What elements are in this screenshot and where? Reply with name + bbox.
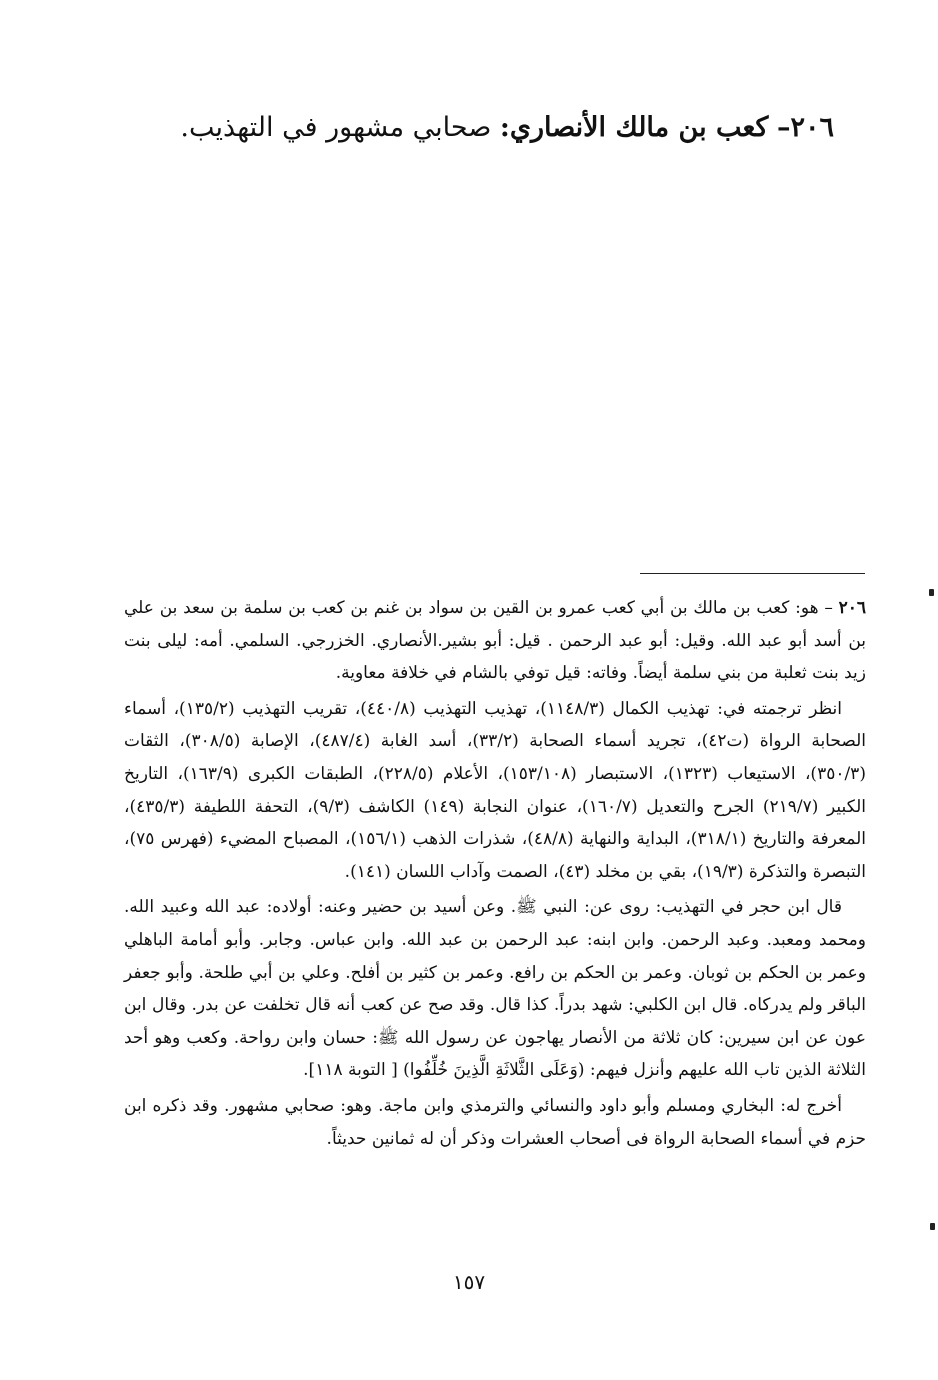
entry-number: ٢٠٦– xyxy=(776,112,834,143)
scan-mark xyxy=(929,589,934,596)
footnote-bio-text: – هو: كعب بن مالك بن أبي كعب عمرو بن القين بن سواد بن غنم بن كعب بن سلمة بن سعد بن علي بن أسد أبو عبد الله. وقيل: أبو عبد الرحمن . قيل: أبو بشير.الأنصاري. الخزرجي. السلمي. أمه: ليلى بنت زيد بنت ثعلبة من بني سلمة أيضاً. وفاته: قيل توفي بالشام في خلافة معاوية. xyxy=(124,598,866,684)
page-number: ١٥٧ xyxy=(452,1270,486,1294)
footnote-number: ٢٠٦ xyxy=(838,598,866,618)
scan-mark xyxy=(930,1223,935,1230)
footnote-sources: انظر ترجمته في: تهذيب الكمال (١١٤٨/٣)، تهذيب التهذيب (٤٤٠/٨)، تقريب التهذيب (١٣٥/٢)، أسماء الصحابة الرواة (ت٤٢)، تجريد أسماء الصحابة (٣٣/٢)، أسد الغابة (٤٨٧/٤)، الإصابة (٣٠٨/٥)، الثقات (٣٥٠/٣)، الاستيعاب (١٣٢٣)، الاستبصار (١٥٣/١٠٨)، الأعلام (٢٢٨/٥)، الطبقات الكبرى (١٦٣/٩)، التاريخ الكبير (٢١٩/٧) الجرح والتعديل (١٦٠/٧)، عنوان النجابة (١٤٩) الكاشف (٩/٣)، التحفة اللطيفة (٤٣٥/٣)، المعرفة والتاريخ (٣١٨/١)، البداية والنهاية (٤٨/٨)، شذرات الذهب (١٥٦/١)، المصباح المضيء (فهرس ٧٥)، التبصرة والتذكرة (١٩/٣)، بقي بن مخلد (٤٣)، الصمت وآداب اللسان (١٤١). xyxy=(124,698,866,882)
entry-heading xyxy=(134,106,834,150)
footnote-ibn-hajar: قال ابن حجر في التهذيب: روى عن: النبي ﷺ. وعن أسيد بن حضير وعنه: أولاده: عبد الله وعبيد الله. ومحمد ومعبد. وعبد الرحمن. وابن ابنه: عبد الرحمن بن عبد الله. وابن عباس. وجابر. وأبو أمامة الباهلي وعمر بن الحكم بن ثوبان. وعمر بن الحكم بن رافع. وعمر بن كثير بن أفلح. وعلي بن أبي طلحة. وأبو جعفر الباقر ولم يدركاه. قال ابن الكلبي: شهد بدراً. كذا قال. وقد صح عن كعب أنه قال تخلفت عن بدر. وقال ابن عون عن ابن سيرين: كان ثلاثة من الأنصار يهاجون عن رسول الله ﷺ: حسان وابن رواحة. وكعب وهو أحد الثلاثة الذين تاب الله عليهم وأنزل فيهم: (وَعَلَى الثَّلاثَةِ الَّذِينَ خُلِّفُوا) [ التوبة ١١٨]. xyxy=(124,897,866,1081)
footnote-takhrij: أخرج له: البخاري ومسلم وأبو داود والنسائي والترمذي وابن ماجة. وهو: صحابي مشهور. وقد ذكره ابن حزم في أسماء الصحابة الرواة فى أصحاب العشرات وذكر أن له ثمانين حديثاً. xyxy=(124,1095,866,1149)
footnote-bio xyxy=(124,592,866,690)
footnote-separator xyxy=(640,573,865,574)
entry-description: صحابي مشهور في التهذيب. xyxy=(180,112,492,143)
footnote-block xyxy=(124,592,866,1155)
entry-name: كعب بن مالك الأنصاري: xyxy=(499,112,769,143)
